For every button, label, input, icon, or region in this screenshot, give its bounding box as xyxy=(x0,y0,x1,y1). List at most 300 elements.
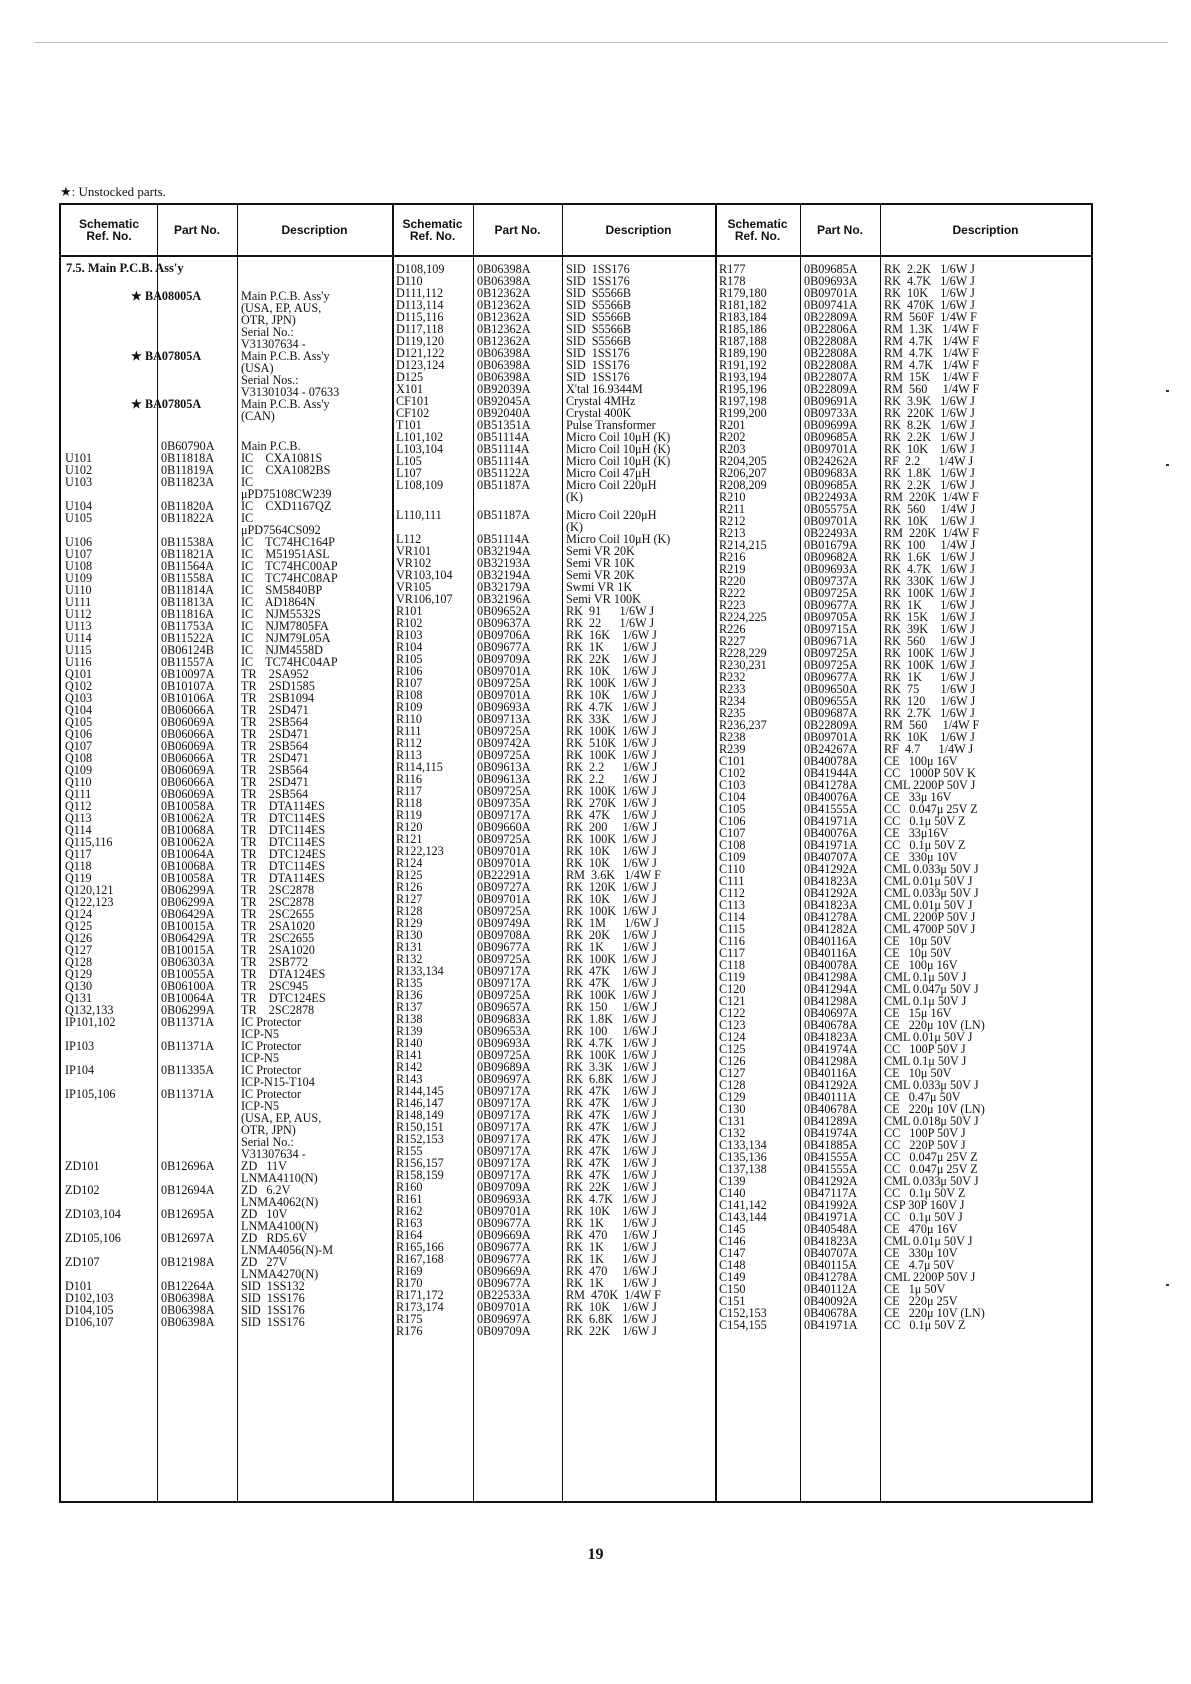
part-no: 0B41823A xyxy=(804,1030,858,1044)
part-no: 0B09677A xyxy=(477,940,531,954)
part-no: 0B09677A xyxy=(477,1216,531,1230)
description: RK 1K 1/6W J xyxy=(566,940,657,954)
description: RK 100K 1/6W J xyxy=(566,748,657,762)
part-no: 0B22808A xyxy=(804,334,858,348)
part-no: 0B06066A xyxy=(161,727,215,741)
description: LNMA4062(N) xyxy=(241,1195,319,1209)
ref-no: R126 xyxy=(396,880,423,894)
ref-no: Q111 xyxy=(65,787,92,801)
description: RK 100K 1/6W J xyxy=(566,784,657,798)
ref-no: D119,120 xyxy=(396,334,444,348)
ref-no: R177 xyxy=(719,262,746,276)
description: CE 470μ 16V xyxy=(884,1222,958,1236)
description: IC NJM5532S xyxy=(241,607,321,621)
description: Micro Coil 10μH (K) xyxy=(566,442,671,456)
description: IC CXA1082BS xyxy=(241,463,331,477)
description: RK 47K 1/6W J xyxy=(566,1132,657,1146)
description: TR 2SC2878 xyxy=(241,1003,315,1017)
description: CML 4700P 50V J xyxy=(884,922,976,936)
header-desc-1: Description xyxy=(281,223,348,237)
description: TR 2SB772 xyxy=(241,955,309,969)
description: RM 4.7K 1/4W F xyxy=(884,334,979,348)
description: X'tal 16.9344M xyxy=(566,382,643,396)
part-no: 0B40115A xyxy=(804,1258,858,1272)
description: CML 0.033μ 50V J xyxy=(884,886,979,900)
description: RK 10K 1/6W J xyxy=(884,286,975,300)
ref-no: R183,184 xyxy=(719,310,767,324)
ref-no: Q117 xyxy=(65,847,92,861)
ref-no: C152,153 xyxy=(719,1306,767,1320)
description: Crystal 400K xyxy=(566,406,632,420)
part-no: 0B09717A xyxy=(477,1168,531,1182)
ref-no: R163 xyxy=(396,1216,423,1230)
part-no: 0B05575A xyxy=(804,502,858,516)
part-no: 0B41971A xyxy=(804,838,858,852)
part-no: 0B09650A xyxy=(804,682,858,696)
description: RM 220K 1/4W F xyxy=(884,526,979,540)
ref-no: C130 xyxy=(719,1102,746,1116)
description: IC TC74HC08AP xyxy=(241,571,338,585)
part-no: 0B06299A xyxy=(161,883,215,897)
description: RK 22 1/6W J xyxy=(566,616,655,630)
ref-no: L105 xyxy=(396,454,422,468)
description: IC M51951ASL xyxy=(241,547,330,561)
ref-no: D104,105 xyxy=(65,1303,114,1317)
part-no: 0B09706A xyxy=(477,628,531,642)
ref-no: R136 xyxy=(396,988,423,1002)
ref-no: R128 xyxy=(396,904,423,918)
description: ICP-N5 xyxy=(241,1099,279,1113)
description: RM 4.7K 1/4W F xyxy=(884,346,979,360)
description: IC NJM4558D xyxy=(241,643,323,657)
description: RK 100K 1/6W J xyxy=(566,904,657,918)
description: CE 0.47μ 50V xyxy=(884,1090,961,1104)
ref-no: C114 xyxy=(719,910,745,924)
part-no: 0B09708A xyxy=(477,928,531,942)
part-no: 0B09677A xyxy=(477,1276,531,1290)
description: μPD75108CW239 xyxy=(241,487,332,501)
part-no: 0B09717A xyxy=(477,1108,531,1122)
description: RK 10K 1/6W J xyxy=(566,1300,657,1314)
description: RK 4.7K 1/6W J xyxy=(566,700,657,714)
description: RK 2.2K 1/6W J xyxy=(884,478,975,492)
description: ICP-N15-T104 xyxy=(241,1075,315,1089)
description: RK 1K 1/6W J xyxy=(566,1216,657,1230)
description: RK 560 1/4W J xyxy=(884,502,976,516)
ref-no: R214,215 xyxy=(719,538,767,552)
description: RK 100K 1/6W J xyxy=(566,832,657,846)
part-no: 0B06100A xyxy=(161,979,215,993)
ref-no: U113 xyxy=(65,619,92,633)
description: RM 1.3K 1/4W F xyxy=(884,322,979,336)
description: Micro Coil 10μH (K) xyxy=(566,430,671,444)
part-no: 0B47117A xyxy=(804,1186,858,1200)
description: RK 510K 1/6W J xyxy=(566,736,657,750)
ref-no: Q104 xyxy=(65,703,93,717)
col-divider xyxy=(473,205,474,1501)
description: CE 15μ 16V xyxy=(884,1006,952,1020)
part-no: 0B09669A xyxy=(477,1264,531,1278)
description: TR DTC114ES xyxy=(241,859,326,873)
ref-no: R114,115 xyxy=(396,760,443,774)
part-no: 0B09691A xyxy=(804,394,858,408)
description: RK 10K 1/6W J xyxy=(884,514,975,528)
part-no: ★ BA08005A xyxy=(131,289,202,303)
part-no: 0B09701A xyxy=(804,286,858,300)
ref-no: VR103,104 xyxy=(396,568,453,582)
description: RK 47K 1/6W J xyxy=(566,1156,657,1170)
part-no: 0B09725A xyxy=(477,724,531,738)
ref-no: R230,231 xyxy=(719,658,767,672)
part-no: 0B09713A xyxy=(477,712,531,726)
ref-no: Q129 xyxy=(65,967,93,981)
part-no: 0B09701A xyxy=(477,1300,531,1314)
part-no: 0B41974A xyxy=(804,1042,858,1056)
description: RK 22K 1/6W J xyxy=(566,652,657,666)
description: RK 10K 1/6W J xyxy=(566,892,657,906)
part-no: 0B10107A xyxy=(161,679,215,693)
description: RK 3.3K 1/6W J xyxy=(566,1060,657,1074)
part-no: 0B09671A xyxy=(804,634,858,648)
ref-no: Q120,121 xyxy=(65,883,114,897)
description: RK 100K 1/6W J xyxy=(566,724,657,738)
ref-no: R135 xyxy=(396,976,423,990)
ref-no: Q132,133 xyxy=(65,1003,114,1017)
part-no: 0B32194A xyxy=(477,544,531,558)
ref-no: R173,174 xyxy=(396,1300,444,1314)
part-no: 0B09701A xyxy=(477,892,531,906)
ref-no: C120 xyxy=(719,982,746,996)
ref-no: U112 xyxy=(65,607,92,621)
description: TR 2SB564 xyxy=(241,763,309,777)
ref-no: Q106 xyxy=(65,727,93,741)
ref-no: D111,112 xyxy=(396,286,444,300)
description: CC 100P 50V J xyxy=(884,1126,966,1140)
ref-no: Q103 xyxy=(65,691,93,705)
part-no: 0B22809A xyxy=(804,718,858,732)
description: (USA, EP, AUS, xyxy=(241,301,322,315)
ref-no: D117,118 xyxy=(396,322,444,336)
part-no: 0B06398A xyxy=(161,1291,215,1305)
description: RK 22K 1/6W J xyxy=(566,1324,657,1338)
ref-no: R212 xyxy=(719,514,746,528)
part-no: 0B12362A xyxy=(477,286,531,300)
ref-no: R189,190 xyxy=(719,346,767,360)
ref-no: D108,109 xyxy=(396,262,445,276)
part-no: 0B09677A xyxy=(477,640,531,654)
ref-no: C118 xyxy=(719,958,745,972)
description: RK 3.9K 1/6W J xyxy=(884,394,975,408)
description: RK 6.8K 1/6W J xyxy=(566,1312,657,1326)
part-no: 0B22291A xyxy=(477,868,531,882)
ref-no: R132 xyxy=(396,952,423,966)
part-no: 0B41823A xyxy=(804,898,858,912)
part-no: 0B40678A xyxy=(804,1102,858,1116)
description: CML 0.01μ 50V J xyxy=(884,1234,973,1248)
ref-no: R235 xyxy=(719,706,746,720)
part-no: 0B51114A xyxy=(477,532,530,546)
part-no: 0B22493A xyxy=(804,490,858,504)
description: CML 0.1μ 50V J xyxy=(884,970,967,984)
description: RK 4.7K 1/6W J xyxy=(884,562,975,576)
ref-no: R227 xyxy=(719,634,746,648)
description: RK 100K 1/6W J xyxy=(884,646,975,660)
part-no: 0B41823A xyxy=(804,1234,858,1248)
description: RF 4.7 1/4W J xyxy=(884,742,974,756)
description: ZD 27V xyxy=(241,1255,288,1269)
part-no: 0B09683A xyxy=(477,1012,531,1026)
part-no: 0B11335A xyxy=(161,1063,215,1077)
part-no: 0B40678A xyxy=(804,1306,858,1320)
ref-no: L110,111 xyxy=(396,508,442,522)
part-no: 0B09725A xyxy=(477,1048,531,1062)
ref-no: C104 xyxy=(719,790,746,804)
description: SID S5566B xyxy=(566,334,632,348)
description: RK 15K 1/6W J xyxy=(884,610,975,624)
part-no: 0B41298A xyxy=(804,970,858,984)
description: (K) xyxy=(566,490,583,504)
description: SID 1SS176 xyxy=(241,1291,305,1305)
part-no: 0B09741A xyxy=(804,298,858,312)
part-no: 0B41555A xyxy=(804,1150,858,1164)
description: CML 0.018μ 50V J xyxy=(884,1114,979,1128)
part-no: 0B22809A xyxy=(804,382,858,396)
description: RK 120K 1/6W J xyxy=(566,880,657,894)
part-no: 0B11819A xyxy=(161,463,215,477)
description: RK 2.2 1/6W J xyxy=(566,772,658,786)
part-no: 0B10097A xyxy=(161,667,215,681)
description: IC Protector xyxy=(241,1015,301,1029)
description: SID 1SS176 xyxy=(566,346,630,360)
ref-no: C140 xyxy=(719,1186,746,1200)
description: SID 1SS176 xyxy=(566,274,630,288)
part-no: 0B51114A xyxy=(477,442,530,456)
description: Main P.C.B. Ass'y xyxy=(241,289,330,303)
part-no: 0B10062A xyxy=(161,811,215,825)
ref-no: R113 xyxy=(396,748,422,762)
ref-no: C107 xyxy=(719,826,746,840)
ref-no: R222 xyxy=(719,586,746,600)
description: SID S5566B xyxy=(566,286,632,300)
part-no: 0B09725A xyxy=(477,952,531,966)
part-no: 0B41555A xyxy=(804,802,858,816)
description: RK 1.8K 1/6W J xyxy=(884,466,975,480)
part-no: 0B22807A xyxy=(804,370,858,384)
part-no: ★ BA07805A xyxy=(131,349,202,363)
part-no: 0B09717A xyxy=(477,1120,531,1134)
part-no: 0B09701A xyxy=(477,856,531,870)
description: TR 2SB564 xyxy=(241,787,309,801)
ref-no: Q122,123 xyxy=(65,895,114,909)
part-no: 0B09701A xyxy=(804,442,858,456)
ref-no: X101 xyxy=(396,382,424,396)
part-no: 0B12695A xyxy=(161,1207,215,1221)
description: IC TC74HC04AP xyxy=(241,655,338,669)
description: TR 2SC2878 xyxy=(241,883,315,897)
part-no: 0B09717A xyxy=(477,1096,531,1110)
description: OTR, JPN) xyxy=(241,1123,296,1137)
ref-no: C122 xyxy=(719,1006,746,1020)
ref-no: R110 xyxy=(396,712,422,726)
part-no: 0B12362A xyxy=(477,334,531,348)
header-ref-2: Schematic Ref. No. xyxy=(402,217,463,243)
ref-no: R176 xyxy=(396,1324,423,1338)
part-no: 0B41292A xyxy=(804,1078,858,1092)
ref-no: R220 xyxy=(719,574,746,588)
description: RK 100K 1/6W J xyxy=(566,988,657,1002)
part-no: 0B09637A xyxy=(477,616,531,630)
ref-no: Q127 xyxy=(65,943,93,957)
description: Micro Coil 10μH (K) xyxy=(566,454,671,468)
description: CML 2200P 50V J xyxy=(884,910,976,924)
ref-no: R143 xyxy=(396,1072,423,1086)
description: CML 0.1μ 50V J xyxy=(884,994,967,1008)
ref-no: R116 xyxy=(396,772,422,786)
ref-no: R185,186 xyxy=(719,322,767,336)
ref-no: C154,155 xyxy=(719,1318,767,1332)
part-no: 0B22808A xyxy=(804,358,858,372)
description: SID 1SS176 xyxy=(566,358,630,372)
ref-no: R167,168 xyxy=(396,1252,444,1266)
col-divider xyxy=(237,205,238,1501)
description: CML 0.01μ 50V J xyxy=(884,1030,973,1044)
ref-no: U105 xyxy=(65,511,93,525)
ref-no: R155 xyxy=(396,1144,423,1158)
part-no: 0B06429A xyxy=(161,907,215,921)
description: CML 2200P 50V J xyxy=(884,778,976,792)
ref-no: C126 xyxy=(719,1054,746,1068)
ref-no: R181,182 xyxy=(719,298,767,312)
part-no: 0B10106A xyxy=(161,691,215,705)
ref-no: C103 xyxy=(719,778,746,792)
ref-no: U106 xyxy=(65,535,93,549)
part-no: 0B40111A xyxy=(804,1090,857,1104)
part-no: 0B41292A xyxy=(804,862,858,876)
part-no: 0B09685A xyxy=(804,262,858,276)
ref-no: R111 xyxy=(396,724,422,738)
description: RK 2.7K 1/6W J xyxy=(884,706,975,720)
description: RM 220K 1/4W F xyxy=(884,490,979,504)
part-no: 0B09725A xyxy=(477,832,531,846)
part-no: 0B09709A xyxy=(477,1180,531,1194)
part-no: 0B09693A xyxy=(804,274,858,288)
description: RK 10K 1/6W J xyxy=(566,1204,657,1218)
part-no: 0B41289A xyxy=(804,1114,858,1128)
description: TR 2SD471 xyxy=(241,727,309,741)
ref-no: Q112 xyxy=(65,799,92,813)
ref-no: R236,237 xyxy=(719,718,767,732)
ref-no: Q124 xyxy=(65,907,93,921)
description: CE 100μ 16V xyxy=(884,958,958,972)
description: CC 0.1μ 50V Z xyxy=(884,1318,966,1332)
ref-no: U102 xyxy=(65,463,93,477)
description: CC 1000P 50V K xyxy=(884,766,976,780)
description: RM 3.6K 1/4W F xyxy=(566,868,661,882)
part-no: 0B41944A xyxy=(804,766,858,780)
part-no: 0B51351A xyxy=(477,418,531,432)
ref-no: C109 xyxy=(719,850,746,864)
part-no: 0B09669A xyxy=(477,1228,531,1242)
description: CE 1μ 50V xyxy=(884,1282,946,1296)
description: RK 47K 1/6W J xyxy=(566,1144,657,1158)
description: RK 47K 1/6W J xyxy=(566,1108,657,1122)
description: CC 0.1μ 50V Z xyxy=(884,814,966,828)
description: RM 560 1/4W F xyxy=(884,382,980,396)
ref-no: R102 xyxy=(396,616,423,630)
group-divider xyxy=(392,205,394,1501)
description: RM 560 1/4W F xyxy=(884,718,980,732)
part-no: 0B09715A xyxy=(804,622,858,636)
part-no: 0B09693A xyxy=(804,562,858,576)
description: TR 2SD471 xyxy=(241,703,309,717)
ref-no: Q114 xyxy=(65,823,92,837)
ref-no: D110 xyxy=(396,274,423,288)
part-no: 0B11558A xyxy=(161,571,215,585)
description: TR DTC124ES xyxy=(241,991,326,1005)
description: RK 220K 1/6W J xyxy=(884,406,975,420)
description: CE 220μ 25V xyxy=(884,1294,958,1308)
ref-no: C111 xyxy=(719,874,745,888)
ref-no: R122,123 xyxy=(396,844,444,858)
ref-no: L107 xyxy=(396,466,422,480)
part-no: 0B32194A xyxy=(477,568,531,582)
col-divider xyxy=(800,205,801,1501)
part-no: 0B09660A xyxy=(477,820,531,834)
part-no: 0B09742A xyxy=(477,736,531,750)
ref-no: R131 xyxy=(396,940,423,954)
ref-no: D123,124 xyxy=(396,358,445,372)
description: RK 1K 1/6W J xyxy=(566,640,657,654)
ref-no: ZD105,106 xyxy=(65,1231,121,1245)
ref-no: C123 xyxy=(719,1018,746,1032)
part-no: 0B09697A xyxy=(477,1312,531,1326)
ref-no: R203 xyxy=(719,442,746,456)
description: CE 10μ 50V xyxy=(884,1066,952,1080)
description: IC xyxy=(241,511,254,525)
ref-no: R120 xyxy=(396,820,423,834)
description: RK 100K 1/6W J xyxy=(566,1048,657,1062)
part-no: 0B92039A xyxy=(477,382,531,396)
part-no: 0B51114A xyxy=(477,430,530,444)
header-ref-1: Schematic Ref. No. xyxy=(78,217,140,243)
ref-no: C102 xyxy=(719,766,746,780)
ref-no: U114 xyxy=(65,631,92,645)
part-no: 0B09655A xyxy=(804,694,858,708)
part-no: 0B11820A xyxy=(161,499,215,513)
part-no: 0B06398A xyxy=(161,1303,215,1317)
part-no: 0B40076A xyxy=(804,790,858,804)
ref-no: C110 xyxy=(719,862,745,876)
part-no: 0B11813A xyxy=(161,595,215,609)
part-no: 0B09699A xyxy=(804,418,858,432)
part-no: 0B06069A xyxy=(161,715,215,729)
description: RK 1K 1/6W J xyxy=(566,1240,657,1254)
part-no: 0B41974A xyxy=(804,1126,858,1140)
part-no: 0B40092A xyxy=(804,1294,858,1308)
description: TR 2SB1094 xyxy=(241,691,315,705)
description: RK 270K 1/6W J xyxy=(566,796,657,810)
ref-no: U109 xyxy=(65,571,93,585)
ref-no: C150 xyxy=(719,1282,746,1296)
ref-no: R138 xyxy=(396,1012,423,1026)
part-no: 0B12697A xyxy=(161,1231,215,1245)
description: Micro Coil 47μH xyxy=(566,466,651,480)
part-no: 0B11557A xyxy=(161,655,215,669)
ref-no: R164 xyxy=(396,1228,423,1242)
ref-no: C113 xyxy=(719,898,745,912)
ref-no: C106 xyxy=(719,814,746,828)
description: RK 2.2K 1/6W J xyxy=(884,262,975,276)
